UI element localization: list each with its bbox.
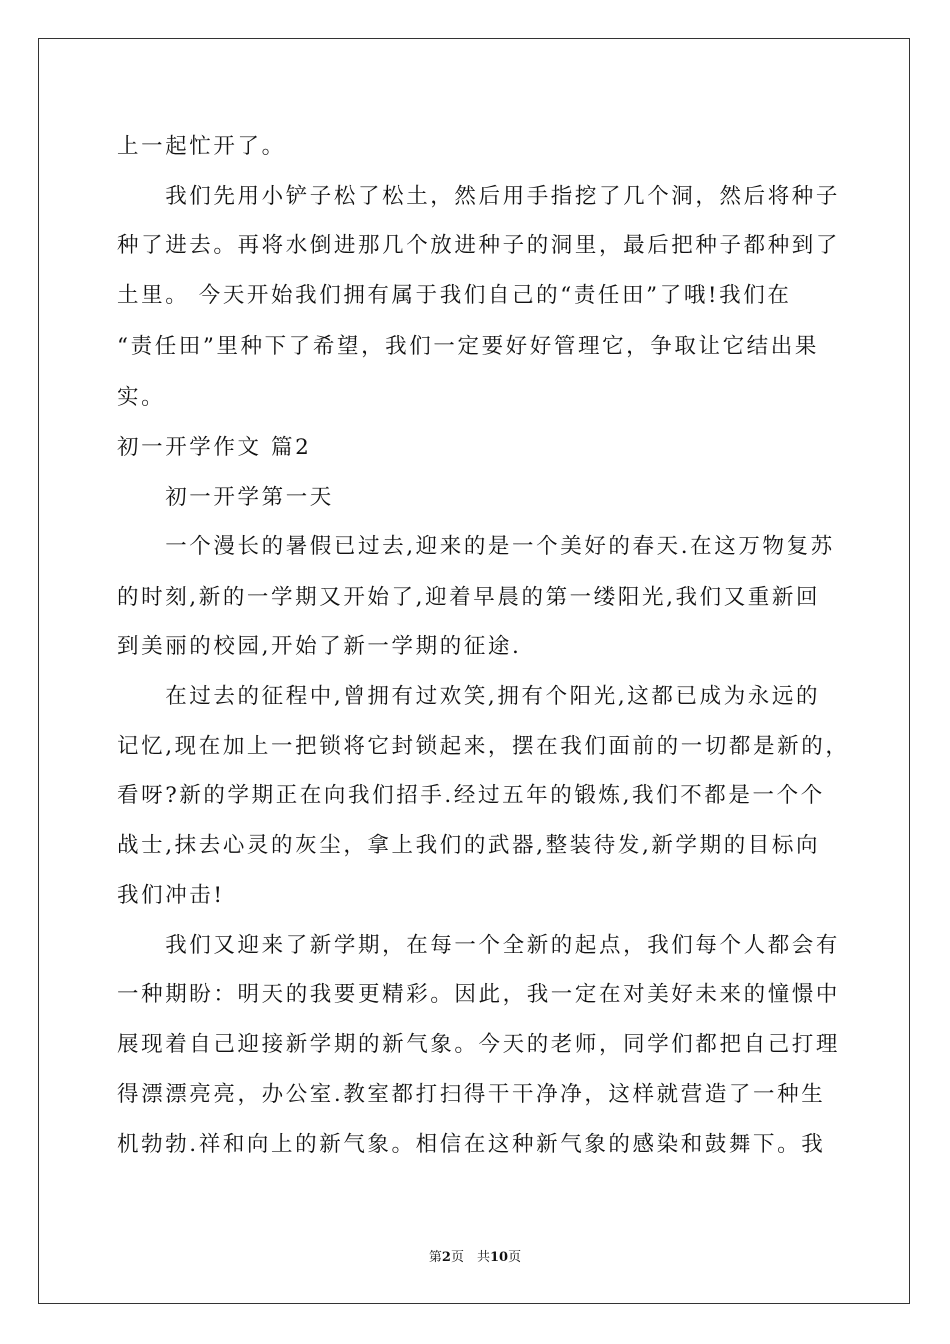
section-heading: 初一开学作文 篇2	[117, 435, 312, 460]
text-line: 土里。 今天开始我们拥有属于我们自己的“责任田”了哦!我们在	[117, 283, 792, 308]
article-title: 初一开学第一天	[117, 485, 334, 510]
text-line: 上一起忙开了。	[117, 134, 286, 159]
text-line: 实。	[117, 385, 166, 410]
text-line: 我们又迎来了新学期，在每一个全新的起点，我们每个人都会有	[117, 933, 841, 958]
text-line: 看呀?新的学期正在向我们招手.经过五年的锻炼,我们不都是一个个	[117, 783, 825, 808]
page-footer	[0, 1246, 950, 1265]
text-line: 一种期盼：明天的我要更精彩。因此，我一定在对美好未来的憧憬中	[117, 982, 841, 1007]
text-line: 我们先用小铲子松了松土，然后用手指挖了几个洞，然后将种子	[117, 184, 841, 209]
text-line: 记忆,现在加上一把锁将它封锁起来，摆在我们面前的一切都是新的，	[117, 734, 850, 759]
text-line: 我们冲击!	[117, 883, 225, 908]
page-current: 2	[441, 1250, 451, 1265]
text-line: 在过去的征程中,曾拥有过欢笑,拥有个阳光,这都已成为永远的	[117, 684, 821, 709]
text-line: 得漂漂亮亮，办公室.教室都打扫得干干净净，这样就营造了一种生	[117, 1082, 826, 1107]
text-line: 机勃勃.祥和向上的新气象。相信在这种新气象的感染和鼓舞下。我	[117, 1132, 826, 1157]
text-line: 一个漫长的暑假已过去,迎来的是一个美好的春天.在这万物复苏	[117, 534, 835, 559]
text-line: 种了进去。再将水倒进那几个放进种子的洞里，最后把种子都种到了	[117, 233, 841, 258]
page-border	[38, 38, 910, 1304]
text-line: 的时刻,新的一学期又开始了,迎着早晨的第一缕阳光,我们又重新回	[117, 585, 821, 610]
page-total: 10	[489, 1250, 509, 1265]
page-mid: 页 共	[450, 1250, 490, 1265]
text-line: “责任田”里种下了希望，我们一定要好好管理它，争取让它结出果	[117, 334, 819, 359]
page-prefix: 第	[428, 1250, 442, 1265]
page-suffix: 页	[508, 1250, 522, 1265]
text-line: 战士,抹去心灵的灰尘，拿上我们的武器,整装待发,新学期的目标向	[117, 833, 821, 858]
text-line: 展现着自己迎接新学期的新气象。今天的老师，同学们都把自己打理	[117, 1032, 841, 1057]
text-line: 到美丽的校园,开始了新一学期的征途.	[117, 634, 522, 659]
